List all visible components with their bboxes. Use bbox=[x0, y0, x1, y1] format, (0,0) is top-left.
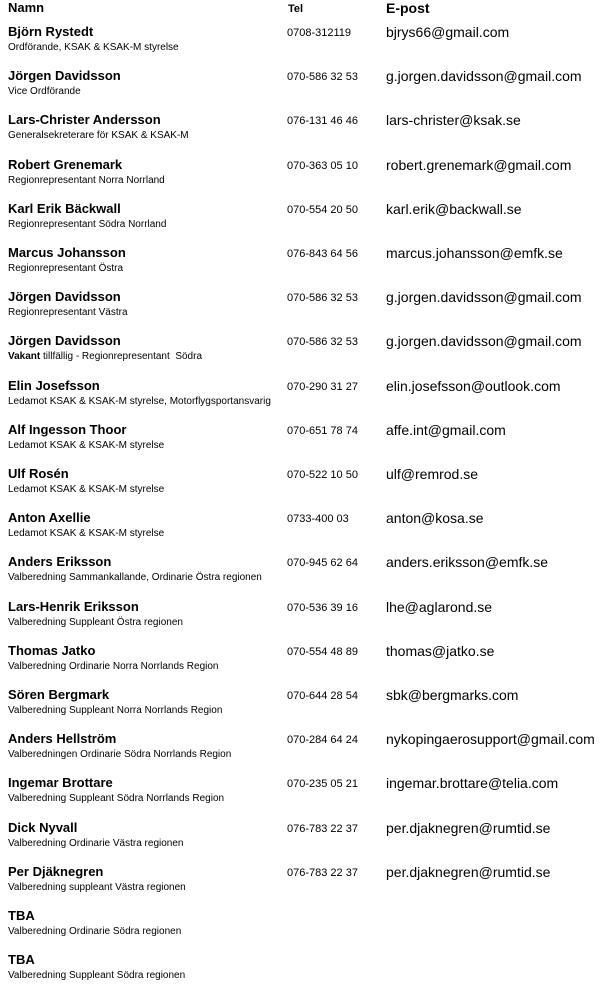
contact-name: Robert Grenemark bbox=[8, 156, 123, 172]
contact-role bbox=[8, 86, 81, 98]
contact-phone: 076-783 22 37 bbox=[287, 866, 358, 879]
table-row bbox=[0, 820, 613, 864]
contact-phone: 076-843 64 56 bbox=[287, 248, 358, 260]
contact-phone: 076-783 22 37 bbox=[287, 822, 358, 835]
table-row bbox=[0, 157, 613, 201]
role-text: Valberedning Ordinarie Västra regionen bbox=[8, 837, 184, 849]
contact-email[interactable]: marcus.johansson@emfk.se bbox=[386, 245, 563, 261]
contact-name: Ulf Rosén bbox=[8, 466, 69, 481]
contact-email[interactable]: anton@kosa.se bbox=[386, 510, 484, 527]
role-text: Generalsekreterare för KSAK & KSAK-M bbox=[8, 130, 189, 142]
contact-role bbox=[8, 926, 181, 938]
contact-name: Ingemar Brottare bbox=[8, 775, 113, 791]
contact-email[interactable]: thomas@jatko.se bbox=[386, 642, 495, 659]
contact-email[interactable]: lars-christer@ksak.se bbox=[386, 112, 521, 129]
role-text: Valberedning Suppleant Södra Norrlands Region bbox=[8, 793, 225, 805]
contact-role bbox=[8, 838, 183, 850]
table-row bbox=[0, 245, 613, 289]
contact-role bbox=[8, 307, 128, 319]
contact-email[interactable]: sbk@bergmarks.com bbox=[386, 687, 519, 703]
contact-email[interactable]: robert.grenemark@gmail.com bbox=[386, 156, 572, 173]
contact-role bbox=[8, 42, 179, 54]
contact-role bbox=[8, 528, 164, 540]
contact-role bbox=[8, 484, 164, 496]
contact-name: Anders Eriksson bbox=[8, 554, 112, 570]
contact-email[interactable]: ingemar.brottare@telia.com bbox=[386, 775, 559, 792]
contact-role bbox=[8, 351, 202, 363]
contact-role bbox=[8, 396, 271, 408]
table-row bbox=[0, 333, 613, 377]
column-header-name: Namn bbox=[8, 0, 45, 15]
role-text: Ordförande, KSAK & KSAK-M styrelse bbox=[8, 42, 179, 53]
contact-name: Karl Erik Bäckwall bbox=[8, 200, 121, 216]
contact-phone: 0733-400 03 bbox=[287, 513, 349, 526]
contact-email[interactable]: anders.eriksson@emfk.se bbox=[386, 554, 549, 571]
table-row bbox=[0, 908, 613, 952]
contact-name: Anders Hellström bbox=[8, 731, 117, 747]
contact-name: Marcus Johansson bbox=[8, 245, 126, 260]
table-row bbox=[0, 378, 613, 422]
contact-role bbox=[8, 617, 183, 629]
contact-name: Björn Rystedt bbox=[8, 24, 94, 39]
contact-email[interactable]: affe.int@gmail.com bbox=[386, 421, 506, 438]
role-text: Regionrepresentant Västra bbox=[8, 307, 128, 319]
column-header-email: E-post bbox=[386, 0, 430, 16]
table-row bbox=[0, 952, 613, 996]
contact-name: TBA bbox=[8, 908, 35, 923]
role-text: Valberedningen Ordinarie Södra Norrlands Region bbox=[8, 749, 232, 761]
contact-phone: 076-131 46 46 bbox=[287, 115, 358, 128]
role-text: Regionrepresentant Södra Norrland bbox=[8, 218, 167, 230]
contact-name: Jörgen Davidsson bbox=[8, 68, 121, 84]
contact-email[interactable]: elin.josefsson@outlook.com bbox=[386, 377, 561, 394]
role-text: Valberedning Suppleant Norra Norrlands Region bbox=[8, 705, 223, 716]
contact-phone: 070-644 28 54 bbox=[287, 690, 358, 702]
contact-phone: 070-651 78 74 bbox=[287, 424, 358, 437]
role-status: Vakant bbox=[8, 351, 41, 363]
table-row bbox=[0, 422, 613, 466]
table-row bbox=[0, 643, 613, 687]
contact-email[interactable]: nykopingaerosupport@gmail.com bbox=[386, 731, 595, 748]
contact-email[interactable]: bjrys66@gmail.com bbox=[386, 24, 510, 40]
table-row bbox=[0, 201, 613, 245]
role-text: Valberedning Ordinarie Norra Norrlands Region bbox=[8, 660, 219, 672]
role-text: tillfällig - Regionrepresentant Södra bbox=[40, 351, 203, 363]
contact-phone: 070-586 32 53 bbox=[287, 336, 358, 349]
role-text: Valberedning Sammankallande, Ordinarie Östra regionen bbox=[8, 572, 262, 584]
table-row bbox=[0, 24, 613, 68]
contact-email[interactable]: ulf@remrod.se bbox=[386, 466, 479, 482]
table-row bbox=[0, 289, 613, 333]
contact-phone: 070-554 48 89 bbox=[287, 645, 358, 658]
table-row bbox=[0, 112, 613, 156]
contact-role bbox=[8, 130, 189, 142]
contact-email[interactable]: g.jorgen.davidsson@gmail.com bbox=[386, 289, 582, 306]
contact-role bbox=[8, 793, 224, 805]
contact-phone: 070-586 32 53 bbox=[287, 292, 358, 305]
contact-name: Lars-Christer Andersson bbox=[8, 112, 161, 128]
contact-name: Anton Axellie bbox=[8, 510, 91, 526]
contact-phone: 070-586 32 53 bbox=[287, 71, 358, 84]
contact-role bbox=[8, 263, 123, 275]
table-row bbox=[0, 775, 613, 819]
contact-name: Alf Ingesson Thoor bbox=[8, 421, 127, 437]
contact-phone: 070-235 05 21 bbox=[287, 778, 358, 791]
column-header-tel: Tel bbox=[288, 3, 304, 15]
contact-role bbox=[8, 572, 262, 584]
contact-name: Jörgen Davidsson bbox=[8, 289, 121, 305]
contact-phone: 0708-312119 bbox=[287, 27, 352, 39]
role-text: Regionrepresentant Östra bbox=[8, 263, 124, 274]
role-text: Vice Ordförande bbox=[8, 86, 81, 98]
role-text: Valberedning suppleant Västra regionen bbox=[8, 881, 186, 893]
contact-role bbox=[8, 882, 186, 894]
contact-role bbox=[8, 661, 218, 673]
table-row bbox=[0, 510, 613, 554]
contact-role bbox=[8, 219, 166, 231]
role-text: Ledamot KSAK & KSAK-M styrelse, Motorflygsportansvarig bbox=[8, 395, 271, 407]
role-text: Valberedning Suppleant Östra regionen bbox=[8, 616, 183, 628]
contact-name: Dick Nyvall bbox=[8, 819, 78, 835]
contact-name: Sören Bergmark bbox=[8, 687, 110, 702]
contact-phone: 070-522 10 50 bbox=[287, 469, 358, 481]
contact-phone: 070-284 64 24 bbox=[287, 734, 358, 747]
contact-phone: 070-363 05 10 bbox=[287, 159, 358, 172]
table-row bbox=[0, 68, 613, 112]
contact-phone: 070-554 20 50 bbox=[287, 203, 358, 216]
table-row bbox=[0, 554, 613, 598]
contact-name: TBA bbox=[8, 952, 35, 968]
role-text: Valberedning Suppleant Södra regionen bbox=[8, 970, 186, 982]
contact-name: Elin Josefsson bbox=[8, 377, 100, 393]
contact-email[interactable]: per.djaknegren@rumtid.se bbox=[386, 819, 551, 836]
role-text: Ledamot KSAK & KSAK-M styrelse bbox=[8, 528, 165, 540]
contact-phone: 070-290 31 27 bbox=[287, 380, 358, 393]
table-row bbox=[0, 731, 613, 775]
contact-role bbox=[8, 705, 222, 717]
contact-email[interactable]: karl.erik@backwall.se bbox=[386, 200, 522, 217]
role-text: Valberedning Ordinarie Södra regionen bbox=[8, 926, 182, 937]
contact-role bbox=[8, 749, 231, 761]
contact-email[interactable]: per.djaknegren@rumtid.se bbox=[386, 863, 551, 880]
contact-phone: 070-945 62 64 bbox=[287, 557, 358, 570]
contact-email[interactable]: g.jorgen.davidsson@gmail.com bbox=[386, 333, 582, 350]
contact-role bbox=[8, 440, 164, 452]
contact-role bbox=[8, 970, 185, 982]
contact-name: Per Djäknegren bbox=[8, 863, 104, 879]
table-row bbox=[0, 599, 613, 643]
contact-email[interactable]: lhe@aglarond.se bbox=[386, 598, 493, 615]
table-row bbox=[0, 864, 613, 908]
contact-email[interactable]: g.jorgen.davidsson@gmail.com bbox=[386, 68, 582, 85]
table-row bbox=[0, 687, 613, 731]
table-row bbox=[0, 466, 613, 510]
contact-role bbox=[8, 175, 165, 187]
role-text: Ledamot KSAK & KSAK-M styrelse bbox=[8, 439, 165, 451]
contact-name: Thomas Jatko bbox=[8, 642, 96, 658]
contact-name: Lars-Henrik Eriksson bbox=[8, 598, 139, 614]
contact-phone: 070-536 39 16 bbox=[287, 601, 358, 614]
role-text: Ledamot KSAK & KSAK-M styrelse bbox=[8, 484, 165, 495]
contact-name: Jörgen Davidsson bbox=[8, 333, 121, 349]
role-text: Regionrepresentant Norra Norrland bbox=[8, 174, 165, 186]
